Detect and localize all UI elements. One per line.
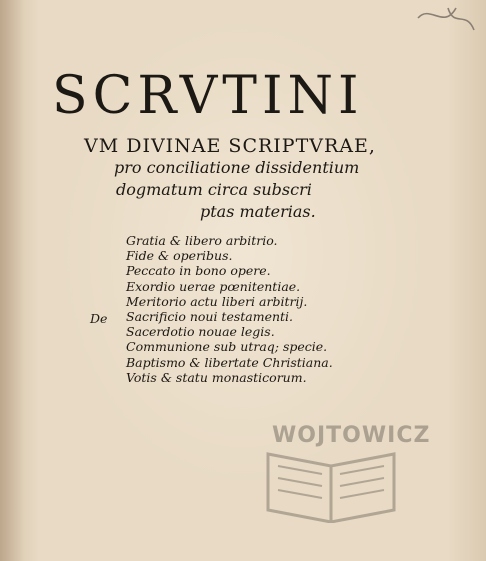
paper-edge-stain bbox=[0, 0, 24, 561]
topic-item: Exordio uerae pœnitentiae. bbox=[126, 278, 301, 294]
stamp-text: WOJTOWICZ bbox=[272, 423, 431, 448]
title-line-1: SCRVTINI bbox=[52, 66, 364, 126]
topic-item: Votis & statu monasticorum. bbox=[126, 369, 307, 385]
topic-item: Sacerdotio nouae legis. bbox=[126, 324, 275, 340]
topic-item: Meritorio actu liberi arbitrij. bbox=[126, 293, 308, 309]
topics-list bbox=[126, 233, 333, 385]
title-line-3: pro conciliatione dissidentium bbox=[114, 158, 360, 177]
topic-item: Sacrificio noui testamenti. bbox=[126, 308, 294, 324]
topic-item: Peccato in bono opere. bbox=[126, 263, 271, 279]
topics-prefix: De bbox=[90, 311, 108, 326]
topic-item: Baptismo & libertate Christiana. bbox=[126, 354, 333, 370]
handwritten-mark-icon bbox=[408, 0, 478, 40]
topic-item: Gratia & libero arbitrio. bbox=[126, 233, 278, 248]
title-line-2: VM DIVINAE SCRIPTVRAE, bbox=[84, 135, 376, 157]
topic-item: Communione sub utraq; specie. bbox=[126, 339, 328, 355]
topic-item: Fide & operibus. bbox=[126, 248, 233, 264]
title-line-5: ptas materias. bbox=[200, 202, 316, 221]
title-line-4: dogmatum circa subscri bbox=[116, 180, 312, 199]
